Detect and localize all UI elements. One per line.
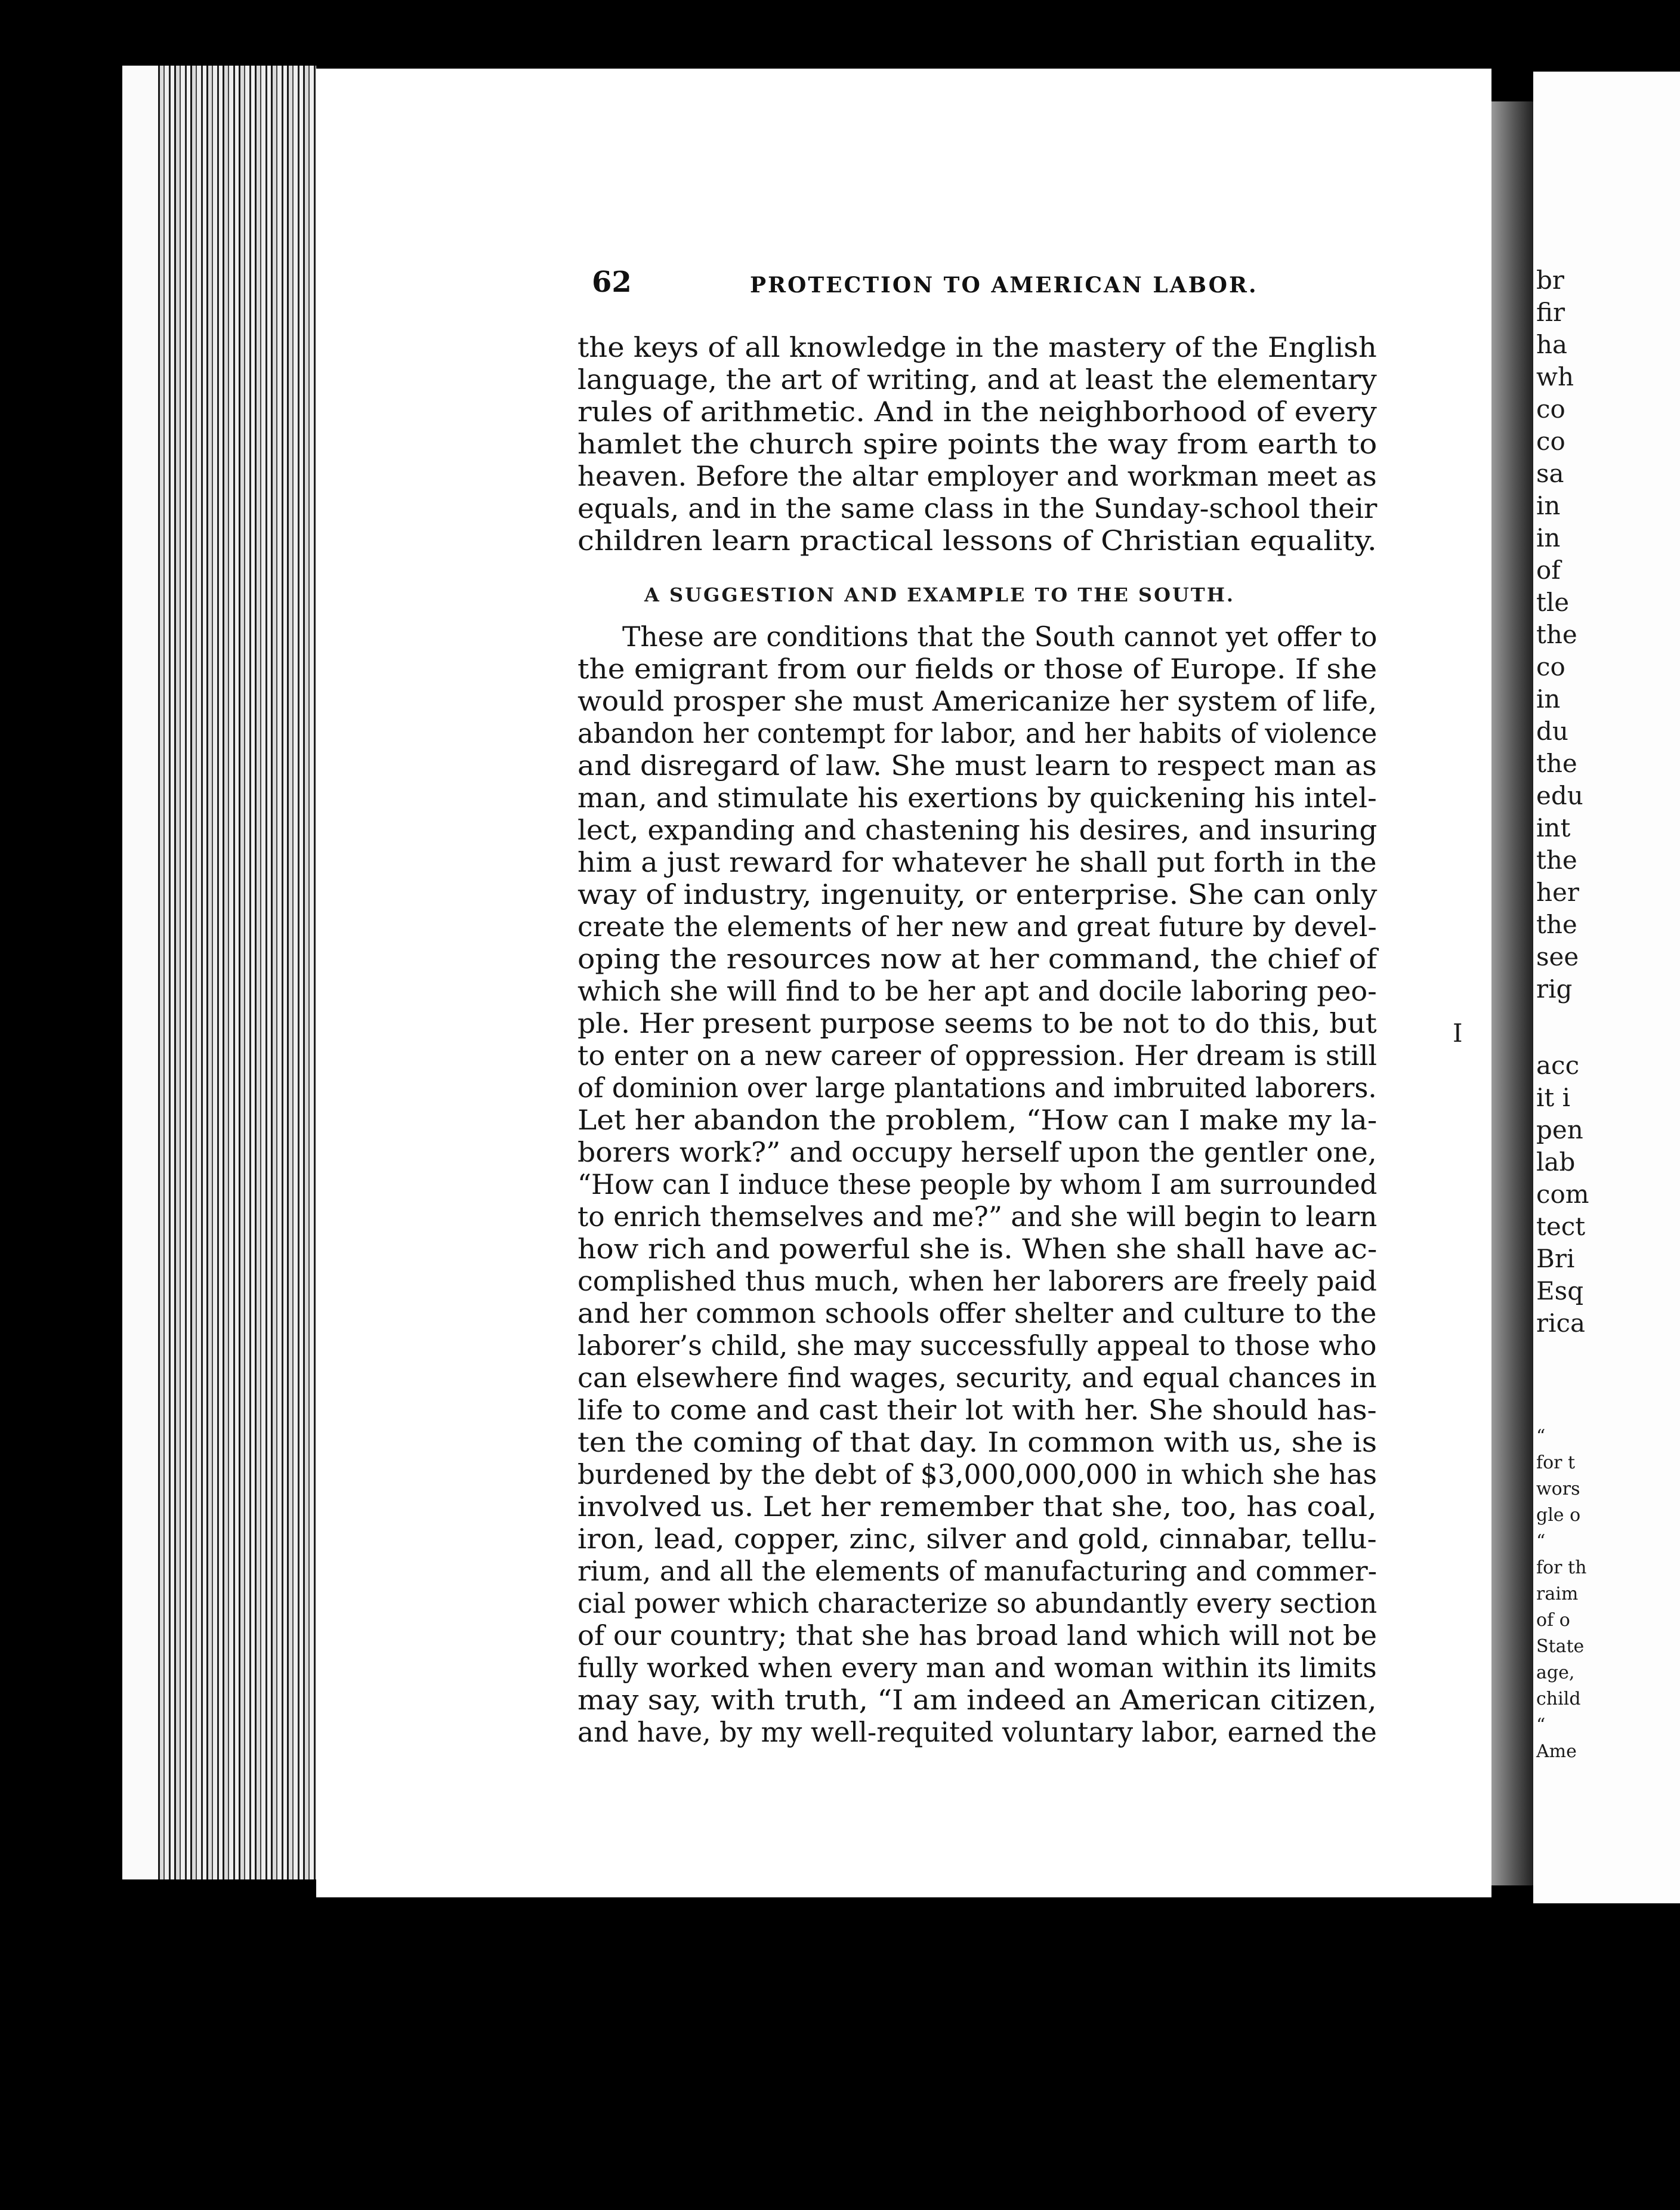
facing-page-line: lab bbox=[1536, 1147, 1576, 1177]
facing-page-footnote-line: “ bbox=[1536, 1715, 1546, 1736]
facing-page-line: br bbox=[1536, 266, 1564, 295]
body-line: how rich and powerful she is. When she shall have ac- bbox=[578, 1233, 1378, 1265]
facing-page-line: rig bbox=[1536, 974, 1573, 1004]
page-edge-outer bbox=[122, 66, 158, 1879]
facing-page-line: in bbox=[1536, 523, 1561, 552]
facing-page-line: Esq bbox=[1536, 1276, 1584, 1305]
body-line: which she will find to be her apt and docile laboring peo- bbox=[578, 975, 1377, 1007]
facing-page-footnote-line: for t bbox=[1536, 1452, 1576, 1473]
body-line: fully worked when every man and woman within its limits bbox=[578, 1652, 1377, 1684]
body-line: life to come and cast their lot with her. She should has- bbox=[578, 1394, 1377, 1426]
facing-page-footnote-line: raim bbox=[1536, 1584, 1579, 1604]
facing-page-footnote-line: “ bbox=[1536, 1426, 1546, 1447]
body-line: borers work?” and occupy herself upon the gentler one, bbox=[578, 1136, 1377, 1168]
page-number: 62 bbox=[592, 266, 632, 299]
running-head-title: PROTECTION TO AMERICAN LABOR. bbox=[750, 273, 1258, 298]
body-line: and disregard of law. She must learn to respect man as bbox=[578, 749, 1377, 782]
body-line: These are conditions that the South cannot yet offer to bbox=[622, 621, 1378, 653]
body-line: laborer’s child, she may successfully appeal to those who bbox=[578, 1329, 1377, 1362]
facing-page-line: the bbox=[1536, 749, 1577, 778]
body-line: rium, and all the elements of manufacturing and commer- bbox=[578, 1555, 1378, 1587]
body-line: may say, with truth, “I am indeed an American citizen, bbox=[578, 1684, 1377, 1716]
body-line: create the elements of her new and great future by devel- bbox=[578, 910, 1377, 943]
facing-page-line: tle bbox=[1536, 588, 1570, 617]
body-line: would prosper she must Americanize her system of life, bbox=[578, 685, 1378, 717]
body-line: and have, by my well-requited voluntary labor, earned the bbox=[578, 1716, 1377, 1748]
facing-page-line: rica bbox=[1536, 1308, 1586, 1338]
body-line: him a just reward for whatever he shall put forth in the bbox=[578, 846, 1377, 878]
facing-page-line: the bbox=[1536, 845, 1577, 875]
facing-page-line: acc bbox=[1536, 1051, 1580, 1080]
body-line: language, the art of writing, and at least the elementary bbox=[578, 363, 1377, 396]
facing-page-line: see bbox=[1536, 942, 1579, 971]
body-line: and her common schools offer shelter and culture to the bbox=[578, 1297, 1377, 1329]
facing-page-footnote-line: of o bbox=[1536, 1610, 1570, 1631]
facing-page-line: in bbox=[1536, 491, 1561, 520]
body-line: iron, lead, copper, zinc, silver and gold, cinnabar, tellu- bbox=[578, 1523, 1377, 1555]
body-line: cial power which characterize so abundantly every section bbox=[578, 1587, 1378, 1619]
facing-page-line: of bbox=[1536, 555, 1561, 585]
facing-page-line: the bbox=[1536, 620, 1577, 649]
facing-page-footnote-line: wors bbox=[1536, 1479, 1580, 1499]
facing-page-line: sa bbox=[1536, 459, 1564, 488]
facing-page-footnote-line: Ame bbox=[1536, 1741, 1577, 1762]
facing-page-line: edu bbox=[1536, 781, 1583, 810]
facing-page-footnote-line: gle o bbox=[1536, 1505, 1581, 1526]
facing-page-line: co bbox=[1536, 394, 1565, 424]
facing-page-footnote-line: “ bbox=[1536, 1531, 1546, 1552]
facing-page-line: int bbox=[1536, 813, 1571, 842]
body-line: lect, expanding and chastening his desires, and insuring bbox=[578, 814, 1378, 846]
running-head bbox=[592, 266, 1258, 307]
facing-page-line: the bbox=[1536, 910, 1577, 939]
body-line: to enter on a new career of oppression. Her dream is still bbox=[578, 1039, 1378, 1072]
body-line: equals, and in the same class in the Sunday-school their bbox=[578, 492, 1378, 524]
body-line: heaven. Before the altar employer and workman meet as bbox=[578, 460, 1377, 492]
body-line: hamlet the church spire points the way from earth to bbox=[578, 428, 1378, 460]
facing-page-line: pen bbox=[1536, 1115, 1583, 1144]
body-line: of our country; that she has broad land which will not be bbox=[578, 1619, 1377, 1652]
body-line: abandon her contempt for labor, and her habits of violence bbox=[578, 717, 1378, 749]
body-line: ple. Her present purpose seems to be not to do this, but bbox=[578, 1007, 1377, 1039]
body-line: children learn practical lessons of Christian equality. bbox=[578, 524, 1377, 557]
facing-page-line: I bbox=[1453, 1018, 1463, 1048]
facing-page-line: fir bbox=[1536, 298, 1565, 327]
facing-page-line: du bbox=[1536, 717, 1568, 746]
facing-page-fragment bbox=[1453, 72, 1680, 1903]
body-line: man, and stimulate his exertions by quickening his intel- bbox=[578, 782, 1377, 814]
body-line: complished thus much, when her laborers are freely paid bbox=[578, 1265, 1378, 1297]
facing-page-footnote-line: State bbox=[1536, 1636, 1585, 1657]
body-line: can elsewhere find wages, security, and equal chances in bbox=[578, 1362, 1377, 1394]
body-line: rules of arithmetic. And in the neighborhood of every bbox=[578, 396, 1377, 428]
facing-page-line: com bbox=[1536, 1180, 1589, 1209]
body-line: Let her abandon the problem, “How can I make my la- bbox=[578, 1104, 1378, 1136]
body-line: involved us. Let her remember that she, too, has coal, bbox=[578, 1490, 1377, 1523]
facing-page-footnote-line: age, bbox=[1536, 1662, 1575, 1683]
facing-page-line: tect bbox=[1536, 1212, 1586, 1241]
facing-page-footnote-line: child bbox=[1536, 1689, 1581, 1709]
facing-page-line: wh bbox=[1536, 362, 1574, 391]
facing-page-line: co bbox=[1536, 652, 1565, 681]
body-line: the keys of all knowledge in the mastery of the English bbox=[578, 331, 1377, 363]
body-text-main bbox=[578, 621, 1383, 2070]
facing-page-line: co bbox=[1536, 427, 1565, 456]
body-line: the emigrant from our fields or those of Europe. If she bbox=[578, 653, 1378, 685]
section-heading: A SUGGESTION AND EXAMPLE TO THE SOUTH. bbox=[644, 584, 1236, 606]
book-gutter-shadow bbox=[1491, 101, 1533, 1885]
facing-page-line: ha bbox=[1536, 330, 1568, 359]
body-line: burdened by the debt of $3,000,000,000 in which she has bbox=[578, 1458, 1378, 1490]
facing-page-line: Bri bbox=[1536, 1244, 1575, 1273]
facing-page-footnote-line: for th bbox=[1536, 1557, 1587, 1578]
facing-page-line: in bbox=[1536, 684, 1561, 714]
facing-page-line: it i bbox=[1536, 1083, 1571, 1112]
body-line: ten the coming of that day. In common with us, she is bbox=[578, 1426, 1378, 1458]
body-line: of dominion over large plantations and imbruited laborers. bbox=[578, 1072, 1377, 1104]
body-line: way of industry, ingenuity, or enterprise. She can only bbox=[578, 878, 1378, 910]
body-line: oping the resources now at her command, the chief of bbox=[578, 943, 1378, 975]
body-line: to enrich themselves and me?” and she will begin to learn bbox=[578, 1200, 1378, 1233]
facing-page-line: her bbox=[1536, 878, 1579, 907]
body-line: “How can I induce these people by whom I am surrounded bbox=[578, 1168, 1378, 1200]
